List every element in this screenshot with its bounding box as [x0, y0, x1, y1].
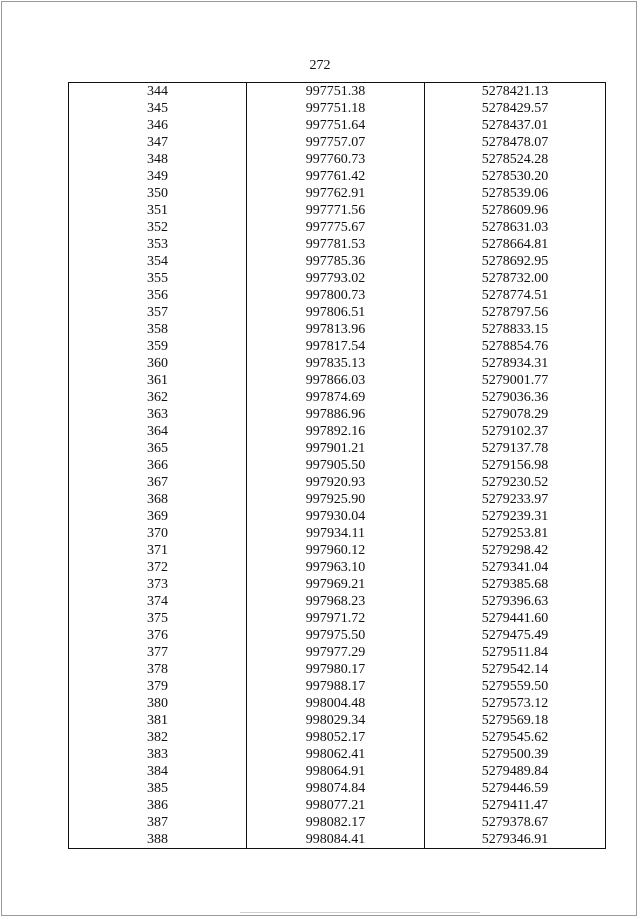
- x-coordinate-cell: 997975.50: [247, 627, 425, 644]
- x-coordinate-cell: 997762.91: [247, 185, 425, 202]
- point-number-cell: 368: [69, 491, 247, 508]
- point-number-cell: 384: [69, 763, 247, 780]
- x-coordinate-cell: 997751.38: [247, 83, 425, 101]
- point-number-cell: 361: [69, 372, 247, 389]
- table-row: [69, 695, 606, 712]
- x-coordinate-cell: 997969.21: [247, 576, 425, 593]
- table-row: [69, 593, 606, 610]
- y-coordinate-cell: 5278609.96: [425, 202, 606, 219]
- y-coordinate-cell: 5279156.98: [425, 457, 606, 474]
- table-row: [69, 423, 606, 440]
- point-number-cell: 375: [69, 610, 247, 627]
- x-coordinate-cell: 997920.93: [247, 474, 425, 491]
- point-number-cell: 371: [69, 542, 247, 559]
- y-coordinate-cell: 5279239.31: [425, 508, 606, 525]
- point-number-cell: 382: [69, 729, 247, 746]
- point-number-cell: 387: [69, 814, 247, 831]
- table-row: [69, 542, 606, 559]
- x-coordinate-cell: 997968.23: [247, 593, 425, 610]
- x-coordinate-cell: 998077.21: [247, 797, 425, 814]
- point-number-cell: 363: [69, 406, 247, 423]
- table-row: [69, 440, 606, 457]
- y-coordinate-cell: 5279573.12: [425, 695, 606, 712]
- x-coordinate-cell: 997930.04: [247, 508, 425, 525]
- x-coordinate-cell: 997781.53: [247, 236, 425, 253]
- point-number-cell: 344: [69, 83, 247, 101]
- x-coordinate-cell: 997757.07: [247, 134, 425, 151]
- point-number-cell: 377: [69, 644, 247, 661]
- y-coordinate-cell: 5278631.03: [425, 219, 606, 236]
- x-coordinate-cell: 997800.73: [247, 287, 425, 304]
- table-row: [69, 253, 606, 270]
- x-coordinate-cell: 997905.50: [247, 457, 425, 474]
- x-coordinate-cell: 998074.84: [247, 780, 425, 797]
- y-coordinate-cell: 5279078.29: [425, 406, 606, 423]
- table-row: [69, 389, 606, 406]
- x-coordinate-cell: 997901.21: [247, 440, 425, 457]
- point-number-cell: 358: [69, 321, 247, 338]
- x-coordinate-cell: 998082.17: [247, 814, 425, 831]
- x-coordinate-cell: 997960.12: [247, 542, 425, 559]
- y-coordinate-cell: 5279542.14: [425, 661, 606, 678]
- point-number-cell: 345: [69, 100, 247, 117]
- y-coordinate-cell: 5279298.42: [425, 542, 606, 559]
- table-row: [69, 372, 606, 389]
- table-row: [69, 797, 606, 814]
- point-number-cell: 376: [69, 627, 247, 644]
- point-number-cell: 349: [69, 168, 247, 185]
- x-coordinate-cell: 998004.48: [247, 695, 425, 712]
- y-coordinate-cell: 5279233.97: [425, 491, 606, 508]
- point-number-cell: 348: [69, 151, 247, 168]
- table-row: [69, 644, 606, 661]
- x-coordinate-cell: 997866.03: [247, 372, 425, 389]
- point-number-cell: 347: [69, 134, 247, 151]
- x-coordinate-cell: 997925.90: [247, 491, 425, 508]
- table-row: [69, 627, 606, 644]
- table-row: [69, 134, 606, 151]
- x-coordinate-cell: 997771.56: [247, 202, 425, 219]
- page-number: 272: [309, 58, 331, 73]
- y-coordinate-cell: 5279475.49: [425, 627, 606, 644]
- table-row: [69, 287, 606, 304]
- x-coordinate-cell: 997775.67: [247, 219, 425, 236]
- table-row: [69, 763, 606, 780]
- point-number-cell: 356: [69, 287, 247, 304]
- table-row: [69, 168, 606, 185]
- x-coordinate-cell: 997980.17: [247, 661, 425, 678]
- x-coordinate-cell: 998029.34: [247, 712, 425, 729]
- point-number-cell: 364: [69, 423, 247, 440]
- x-coordinate-cell: 997988.17: [247, 678, 425, 695]
- table-row: [69, 729, 606, 746]
- point-number-cell: 388: [69, 831, 247, 849]
- x-coordinate-cell: 997835.13: [247, 355, 425, 372]
- x-coordinate-cell: 997892.16: [247, 423, 425, 440]
- y-coordinate-cell: 5279569.18: [425, 712, 606, 729]
- table-row: [69, 746, 606, 763]
- y-coordinate-cell: 5278664.81: [425, 236, 606, 253]
- x-coordinate-cell: 997934.11: [247, 525, 425, 542]
- x-coordinate-cell: 998062.41: [247, 746, 425, 763]
- x-coordinate-cell: 997751.18: [247, 100, 425, 117]
- point-number-cell: 354: [69, 253, 247, 270]
- table-row: [69, 117, 606, 134]
- table-row: [69, 491, 606, 508]
- table-row: [69, 185, 606, 202]
- table-row: [69, 406, 606, 423]
- table-row: [69, 712, 606, 729]
- coordinates-table: [68, 82, 606, 849]
- table-row: [69, 525, 606, 542]
- x-coordinate-cell: 997751.64: [247, 117, 425, 134]
- point-number-cell: 359: [69, 338, 247, 355]
- table-row: [69, 321, 606, 338]
- y-coordinate-cell: 5279545.62: [425, 729, 606, 746]
- table-row: [69, 304, 606, 321]
- table-row: [69, 559, 606, 576]
- y-coordinate-cell: 5279511.84: [425, 644, 606, 661]
- y-coordinate-cell: 5279102.37: [425, 423, 606, 440]
- point-number-cell: 346: [69, 117, 247, 134]
- table-row: [69, 610, 606, 627]
- y-coordinate-cell: 5279036.36: [425, 389, 606, 406]
- point-number-cell: 383: [69, 746, 247, 763]
- point-number-cell: 385: [69, 780, 247, 797]
- point-number-cell: 357: [69, 304, 247, 321]
- point-number-cell: 373: [69, 576, 247, 593]
- y-coordinate-cell: 5279253.81: [425, 525, 606, 542]
- table-row: [69, 831, 606, 849]
- x-coordinate-cell: 997963.10: [247, 559, 425, 576]
- x-coordinate-cell: 997886.96: [247, 406, 425, 423]
- table-row: [69, 576, 606, 593]
- y-coordinate-cell: 5278429.57: [425, 100, 606, 117]
- x-coordinate-cell: 998052.17: [247, 729, 425, 746]
- table-row: [69, 355, 606, 372]
- x-coordinate-cell: 997817.54: [247, 338, 425, 355]
- point-number-cell: 372: [69, 559, 247, 576]
- point-number-cell: 353: [69, 236, 247, 253]
- coordinates-table-body: [69, 83, 606, 849]
- table-row: [69, 678, 606, 695]
- y-coordinate-cell: 5278692.95: [425, 253, 606, 270]
- y-coordinate-cell: 5279001.77: [425, 372, 606, 389]
- y-coordinate-cell: 5279396.63: [425, 593, 606, 610]
- y-coordinate-cell: 5279346.91: [425, 831, 606, 849]
- y-coordinate-cell: 5278524.28: [425, 151, 606, 168]
- y-coordinate-cell: 5279446.59: [425, 780, 606, 797]
- point-number-cell: 352: [69, 219, 247, 236]
- y-coordinate-cell: 5279489.84: [425, 763, 606, 780]
- x-coordinate-cell: 997874.69: [247, 389, 425, 406]
- table-row: [69, 780, 606, 797]
- point-number-cell: 365: [69, 440, 247, 457]
- x-coordinate-cell: 997977.29: [247, 644, 425, 661]
- y-coordinate-cell: 5278539.06: [425, 185, 606, 202]
- y-coordinate-cell: 5279500.39: [425, 746, 606, 763]
- point-number-cell: 386: [69, 797, 247, 814]
- x-coordinate-cell: 997806.51: [247, 304, 425, 321]
- x-coordinate-cell: 997793.02: [247, 270, 425, 287]
- y-coordinate-cell: 5279559.50: [425, 678, 606, 695]
- table-row: [69, 338, 606, 355]
- scan-artifact-line: [240, 912, 480, 913]
- point-number-cell: 369: [69, 508, 247, 525]
- table-row: [69, 151, 606, 168]
- y-coordinate-cell: 5279385.68: [425, 576, 606, 593]
- point-number-cell: 351: [69, 202, 247, 219]
- table-row: [69, 202, 606, 219]
- y-coordinate-cell: 5278437.01: [425, 117, 606, 134]
- y-coordinate-cell: 5279411.47: [425, 797, 606, 814]
- y-coordinate-cell: 5278732.00: [425, 270, 606, 287]
- table-row: [69, 661, 606, 678]
- y-coordinate-cell: 5278833.15: [425, 321, 606, 338]
- y-coordinate-cell: 5279378.67: [425, 814, 606, 831]
- point-number-cell: 350: [69, 185, 247, 202]
- table-row: [69, 474, 606, 491]
- y-coordinate-cell: 5279341.04: [425, 559, 606, 576]
- y-coordinate-cell: 5278530.20: [425, 168, 606, 185]
- y-coordinate-cell: 5279230.52: [425, 474, 606, 491]
- point-number-cell: 360: [69, 355, 247, 372]
- table-row: [69, 814, 606, 831]
- table-row: [69, 270, 606, 287]
- table-row: [69, 100, 606, 117]
- point-number-cell: 355: [69, 270, 247, 287]
- y-coordinate-cell: 5278797.56: [425, 304, 606, 321]
- x-coordinate-cell: 997971.72: [247, 610, 425, 627]
- y-coordinate-cell: 5278854.76: [425, 338, 606, 355]
- y-coordinate-cell: 5278421.13: [425, 83, 606, 101]
- y-coordinate-cell: 5278774.51: [425, 287, 606, 304]
- table-row: [69, 236, 606, 253]
- x-coordinate-cell: 997761.42: [247, 168, 425, 185]
- y-coordinate-cell: 5279441.60: [425, 610, 606, 627]
- y-coordinate-cell: 5279137.78: [425, 440, 606, 457]
- point-number-cell: 378: [69, 661, 247, 678]
- point-number-cell: 370: [69, 525, 247, 542]
- point-number-cell: 381: [69, 712, 247, 729]
- point-number-cell: 362: [69, 389, 247, 406]
- point-number-cell: 366: [69, 457, 247, 474]
- x-coordinate-cell: 997785.36: [247, 253, 425, 270]
- table-row: [69, 83, 606, 101]
- point-number-cell: 380: [69, 695, 247, 712]
- point-number-cell: 367: [69, 474, 247, 491]
- table-row: [69, 219, 606, 236]
- x-coordinate-cell: 997760.73: [247, 151, 425, 168]
- y-coordinate-cell: 5278478.07: [425, 134, 606, 151]
- table-row: [69, 457, 606, 474]
- x-coordinate-cell: 997813.96: [247, 321, 425, 338]
- y-coordinate-cell: 5278934.31: [425, 355, 606, 372]
- point-number-cell: 374: [69, 593, 247, 610]
- x-coordinate-cell: 998064.91: [247, 763, 425, 780]
- table-row: [69, 508, 606, 525]
- point-number-cell: 379: [69, 678, 247, 695]
- x-coordinate-cell: 998084.41: [247, 831, 425, 849]
